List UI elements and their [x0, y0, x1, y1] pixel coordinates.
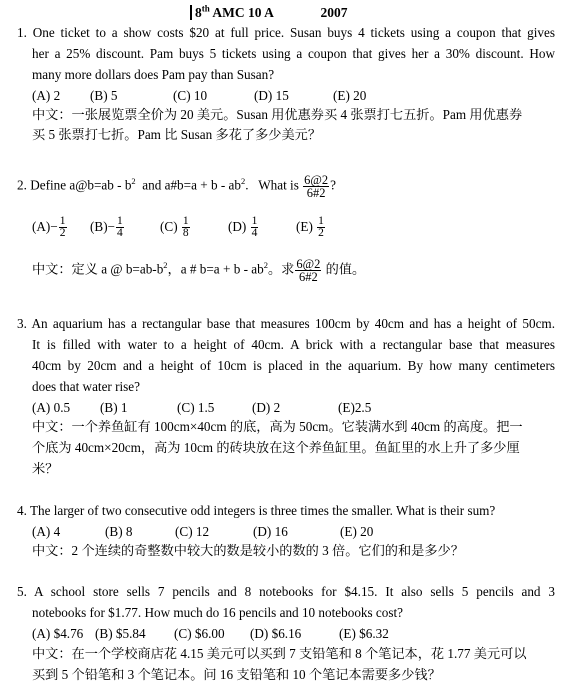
problem-1-chinese-line-2: 买 5 张票打七折。Pam 比 Susan 多花了多少美元？ [32, 127, 322, 142]
problem-1-chinese-line-1: 中文：一张展览票全价为 20 美元。Susan 用优惠券买 4 张票打七五折。Pam 用优惠券 [32, 107, 523, 122]
chinese-fraction: $\frac{6@2}{6\#2}$ [296, 257, 321, 284]
problem-3-chinese-line-3: 米？ [32, 461, 59, 476]
option-c: (C) 12 [175, 524, 210, 539]
problem-2-question: 2. Define a@b=ab - $b^2$ and a#b=a + b - $ab^2$. What is $\frac{6@2}{6\#2}$ ? [17, 173, 337, 200]
option-e: (E)2.5 [338, 400, 372, 415]
option-c: (C) 10 [173, 88, 208, 103]
header-year: 2007 [320, 5, 348, 20]
option-d: (D) 15 [254, 88, 289, 103]
problem-1-text-line-3: many more dollars does Pam pay than Susan? [32, 67, 275, 82]
problem-2-chinese: 中文：定义 a @ $b=ab-b^2$，a # $b=a + b - ab^2$。求 $\frac{6@2}{6\#2}$ 的值。 [32, 257, 366, 284]
option-d: (D) $6.16 [250, 626, 302, 641]
header-number: 8th [190, 5, 210, 20]
option-b: (B) $5.84 [95, 626, 146, 641]
problem-3-text-line-4: does that water rise? [32, 379, 141, 394]
option-d: (D) 16 [253, 524, 288, 539]
problem-3-chinese-line-1: 中文：一个养鱼缸有 100cm×40cm 的底，高为 50cm。它装满水到 40cm 的高度。把一 [32, 419, 523, 434]
option-a: (A) $4.76 [32, 626, 84, 641]
problem-4-chinese-line-1: 中文：2 个连续的奇整数中较大的数是较小的数的 3 倍。它们的和是多少？ [32, 543, 464, 558]
option-a: (A) 0.5 [32, 400, 71, 415]
problem-1-text-line-1: 1. One ticket to a show costs $20 at full price. Susan buys 4 tickets using a coupon that gives [17, 25, 555, 40]
problem-5-chinese-line-1: 中文：在一个学校商店花 4.15 美元可以买到 7 支铅笔和 8 个笔记本，花 1.77 美元可以 [32, 646, 527, 661]
problem-3-text-line-2: It is filled with water to a height of 40cm. A brick with a rectangular base that measures [32, 337, 555, 352]
problem-3-text-line-1: 3. An aquarium has a rectangular base that measures 100cm by 40cm and has a height of 50cm. [17, 316, 555, 331]
problem-3-text-line-3: 40cm by 20cm and a height of 10cm is placed in the aquarium. By how many centimeters [32, 358, 555, 373]
option-b: (B)− $\frac{1}{4}$ [90, 215, 123, 240]
question-fraction: $\frac{6@2}{6\#2}$ [304, 173, 329, 200]
option-e: (E) 20 [340, 524, 374, 539]
option-c: (C) 1.5 [177, 400, 215, 415]
problem-4-text-line-1: 4. The larger of two consecutive odd integers is three times the smaller. What is their sum? [17, 503, 496, 518]
option-e: (E) $6.32 [339, 626, 389, 641]
option-a: (A)− $\frac{1}{2}$ [32, 215, 66, 240]
problem-5-chinese-line-2: 买到 5 个铅笔和 3 个笔记本。问 16 支铅笔和 10 个笔记本需要多少钱？ [32, 667, 441, 682]
header-title: AMC 10 A [212, 5, 274, 20]
problem-3-chinese-line-2: 个底为 40cm×20cm，高为 10cm 的砖块放在这个养鱼缸里。鱼缸里的水上升了多少厘 [32, 440, 520, 455]
problem-1-text-line-2: her a 25% discount. Pam buys 5 tickets using a coupon that gives her a 30% discount. How [32, 46, 555, 61]
option-b: (B) 1 [100, 400, 128, 415]
option-a: (A) 2 [32, 88, 61, 103]
option-e: (E) $\frac{1}{2}$ [296, 215, 324, 240]
problem-5-text-line-2: notebooks for $1.77. How much do 16 pencils and 10 notebooks cost? [32, 605, 404, 620]
option-b: (B) 8 [105, 524, 133, 539]
option-a: (A) 4 [32, 524, 61, 539]
option-d: (D) $\frac{1}{4}$ [228, 215, 258, 240]
option-c: (C) $6.00 [174, 626, 225, 641]
option-c: (C) $\frac{1}{8}$ [160, 215, 189, 240]
option-d: (D) 2 [252, 400, 281, 415]
problem-5-text-line-1: 5. A school store sells 7 pencils and 8 notebooks for $4.15. It also sells 5 pencils and 3 [17, 584, 555, 599]
page-header [190, 2, 348, 22]
option-e: (E) 20 [333, 88, 367, 103]
option-b: (B) 5 [90, 88, 118, 103]
